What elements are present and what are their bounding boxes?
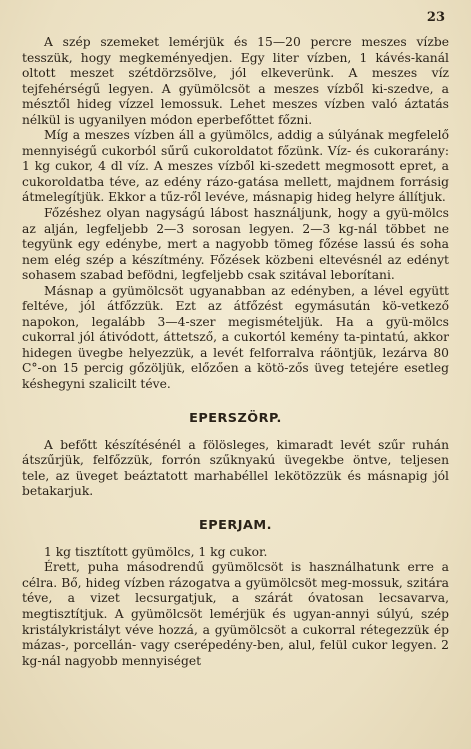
paragraph-3: Főzéshez olyan nagyságú lábost használjunk, hogy a gyü-mölcs az alján, legfeljebb 2—3 sorosan legyen. 2—3 kg-nál többet ne tegyünk egy edénybe, mert a nagyobb tömeg főzése lassú és soha nem elég szép a készítmény. Főzések közbeni eltevésnél az edényt sohasem szabad befödni, legfeljebb csak szitával leborítani. [22, 206, 449, 283]
paragraph-1: A szép szemeket lemérjük és 15—20 percre meszes vízbe tesszük, hogy megkeményedjen. Egy liter vízben, 1 kávés-kanál oltott meszet szétdörzsölve, jól elkeverünk. A meszes víz tejfehérségű legyen. A gyümölcsöt a meszes vízből ki-szedve, a mésztől hideg vízzel lemossuk. Lehet meszes vízben való áztatás nélkül is ugyanilyen módon eperbefőttet főzni. [22, 35, 449, 127]
eperjam-ingredients: 1 kg tisztított gyümölcs, 1 kg cukor. [44, 544, 268, 559]
heading-eperjam: EPERJAM. [199, 517, 272, 533]
paragraph-2: Míg a meszes vízben áll a gyümölcs, addig a súlyának megfelelő mennyiségű cukorból sűrű cukoroldatot főzünk. Víz- és cukorarány: 1 kg cukor, 4 dl víz. A meszes vízből ki-szedett megmosott epret, a cukoroldatba téve, az edény rázo-gatása mellett, majdnem forrásig átmelegítjük. Ekkor a tűz-ről levéve, másnapig hideg helyre állítjuk. [22, 128, 449, 205]
page-number: 23 [426, 10, 445, 25]
paragraph-4: Másnap a gyümölcsöt ugyanabban az edényben, a lével együtt feltéve, jól átfőzzük. Ezt az átfőzést egymásután kö-vetkező napokon, legalább 3—4-szer megismételjük. Ha a gyü-mölcs cukorral jól átivódott, áttetsző, a cukortól kemény ta-pintatú, akkor hidegen üvegbe helyezzük, a levét felforralva ráöntjük, lezárva 80 C°-on 15 percig gőzöljük, előzően a kötö-zős üveg tetejére esetleg késhegyni szalicilt téve. [22, 283, 449, 392]
eperszorp-paragraph-1: A befőtt készítésénél a fölösleges, kimaradt levét szűr ruhán átszűrjük, felfőzzük, forrón szűknyakú üvegekbe öntve, teljesen tele, az üveget beáztatott marhabéllel lekötözzük és másnapig jól betakarjuk. [22, 437, 449, 499]
eperjam-paragraph-2: Érett, puha másodrendű gyümölcsöt is használhatunk erre a célra. Bő, hideg vízben rázogatva a gyümölcsöt meg-mossuk, szitára téve, a vizet lecsurgatjuk, a szárát óvatosan lecsavarva, megtisztítjuk. A gyümölcsöt lemérjük és ugyan-annyi súlyú, szép kristálykristályt véve hozzá, a gyümölcsöt a cukorral rétegezzük ép mázas-, porcellán- vagy cserépedény-ben, alul, felül cukor legyen. 2 kg-nál nagyobb mennyiséget [22, 560, 449, 668]
heading-eperszorp: EPERSZÖRP. [189, 410, 282, 426]
